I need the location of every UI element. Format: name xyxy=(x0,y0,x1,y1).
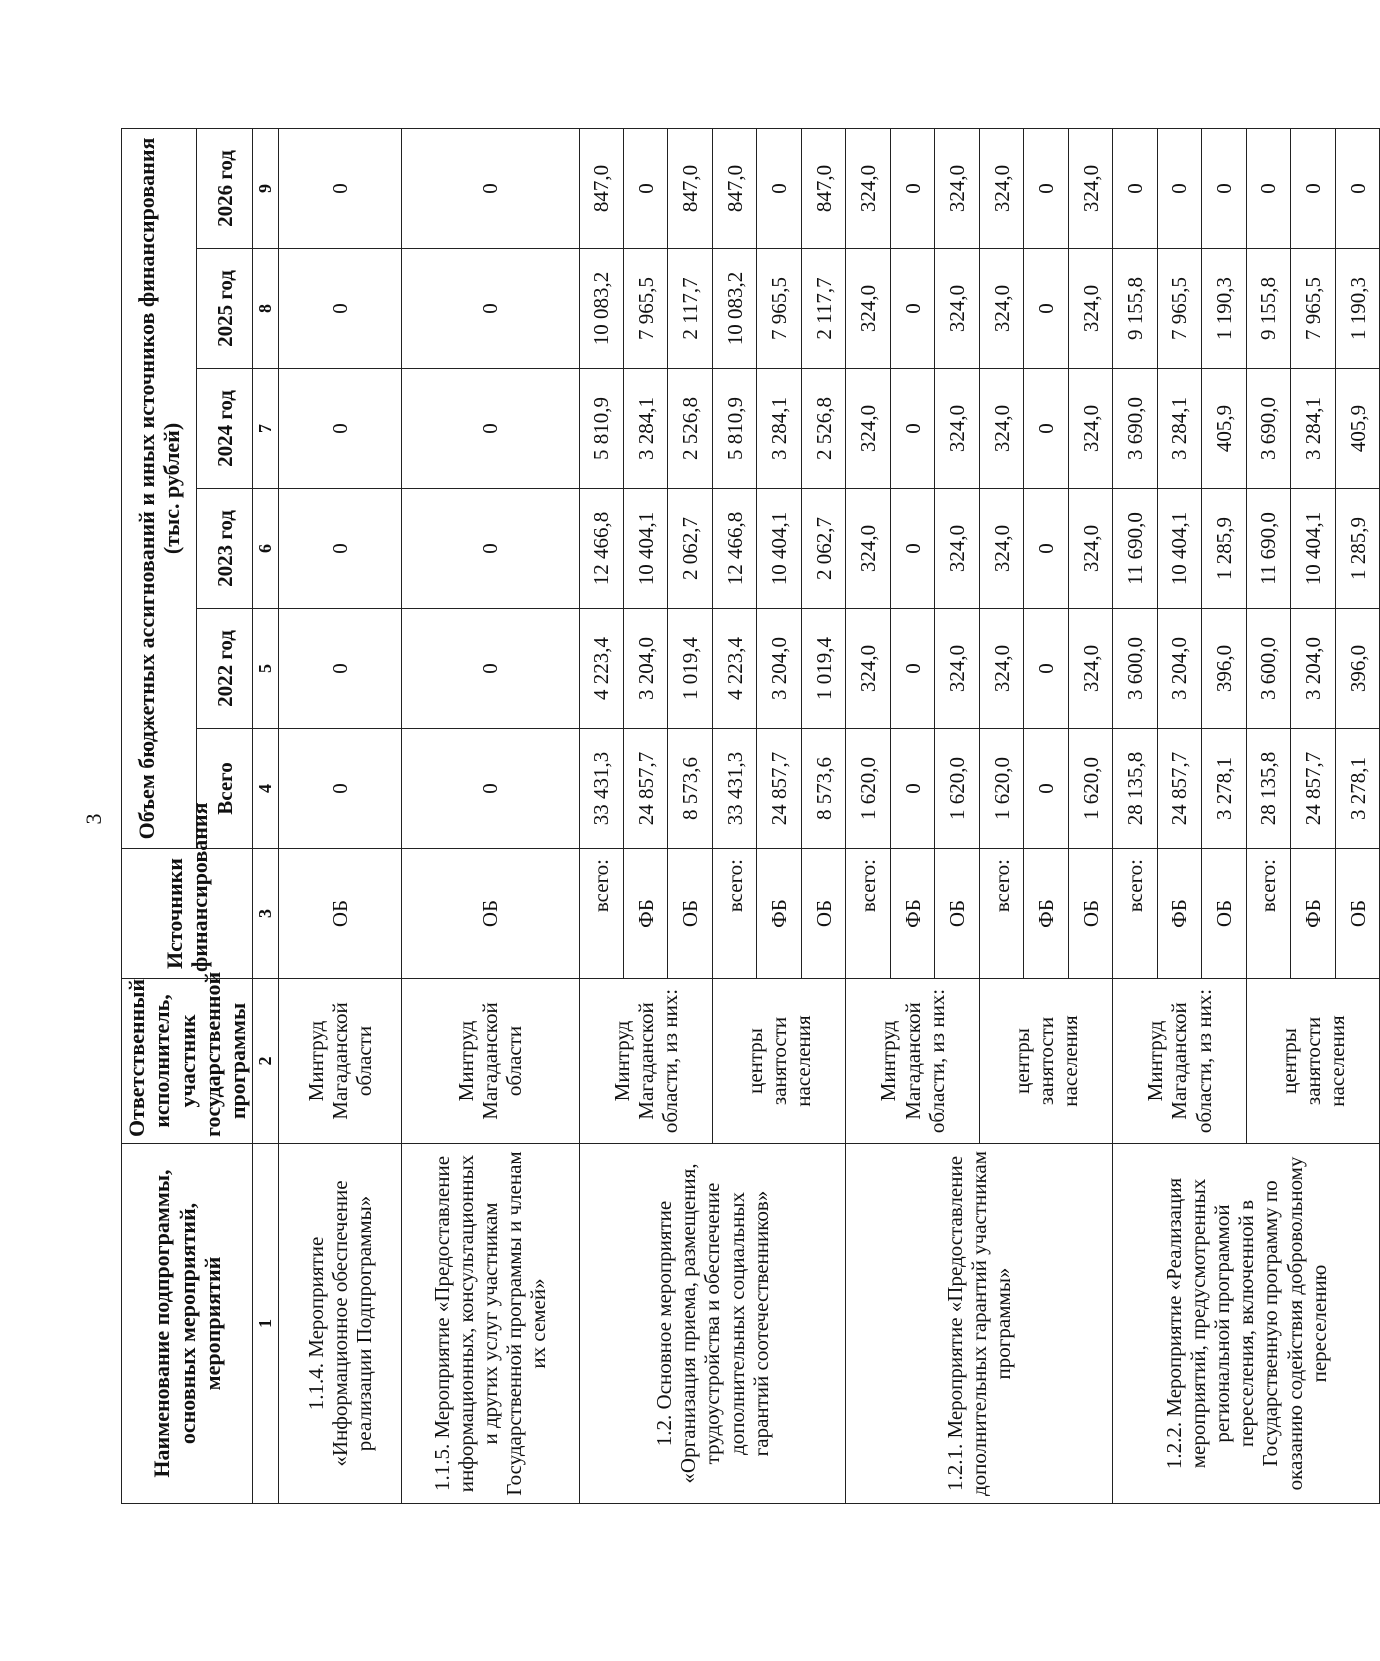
row-executor: Минтруд Магаданской области xyxy=(401,979,579,1144)
row-source: ФБ xyxy=(1024,849,1068,979)
header-year-total: Всего xyxy=(197,729,253,849)
cell-value: 324,0 xyxy=(1068,249,1112,369)
cell-value: 0 xyxy=(1024,128,1068,248)
row-source: ФБ xyxy=(757,849,801,979)
col-number: 1 xyxy=(253,1144,279,1504)
row-source: всего: xyxy=(579,849,623,979)
cell-value: 0 xyxy=(1113,128,1157,248)
cell-value: 324,0 xyxy=(846,609,890,729)
page-number: 3 xyxy=(81,813,106,825)
row-executor: Минтруд Магаданской области xyxy=(279,979,401,1144)
cell-value: 0 xyxy=(757,128,801,248)
cell-value: 3 284,1 xyxy=(624,369,668,489)
cell-value: 324,0 xyxy=(979,369,1023,489)
row-name: 1.2.2. Мероприятие «Реализация мероприятий, предусмотренных региональной программой переселения, включенной в Государственную программу по оказанию содействия добровольному переселению xyxy=(1113,1144,1380,1504)
cell-value: 10 404,1 xyxy=(757,489,801,609)
cell-value: 0 xyxy=(1157,128,1201,248)
cell-value: 2 526,8 xyxy=(801,369,845,489)
header-year-2024: 2024 год xyxy=(197,369,253,489)
cell-value: 3 204,0 xyxy=(1157,609,1201,729)
cell-value: 0 xyxy=(279,609,401,729)
cell-value: 324,0 xyxy=(1068,489,1112,609)
cell-value: 324,0 xyxy=(935,609,979,729)
cell-value: 3 278,1 xyxy=(1202,729,1246,849)
cell-value: 5 810,9 xyxy=(579,369,623,489)
row-source: всего: xyxy=(1113,849,1157,979)
row-name: 1.2. Основное мероприятие «Организация приема, размещения, трудоустройства и обеспечение дополнительных социальных гарантий соотечественников» xyxy=(579,1144,846,1504)
header-year-2025: 2025 год xyxy=(197,249,253,369)
cell-value: 0 xyxy=(401,729,579,849)
row-source: ОБ xyxy=(935,849,979,979)
cell-value: 3 278,1 xyxy=(1335,729,1380,849)
table-row xyxy=(1113,128,1157,1503)
cell-value: 3 284,1 xyxy=(1291,369,1335,489)
cell-value: 0 xyxy=(1024,609,1068,729)
col-number: 9 xyxy=(253,128,279,248)
cell-value: 3 690,0 xyxy=(1113,369,1157,489)
cell-value: 324,0 xyxy=(935,249,979,369)
cell-value: 0 xyxy=(279,249,401,369)
cell-value: 3 600,0 xyxy=(1246,609,1290,729)
row-source: ОБ xyxy=(1335,849,1380,979)
cell-value: 0 xyxy=(401,249,579,369)
cell-value: 1 620,0 xyxy=(846,729,890,849)
cell-value: 0 xyxy=(279,729,401,849)
cell-value: 0 xyxy=(401,609,579,729)
row-source: всего: xyxy=(846,849,890,979)
cell-value: 10 083,2 xyxy=(712,249,756,369)
cell-value: 12 466,8 xyxy=(712,489,756,609)
cell-value: 10 404,1 xyxy=(1291,489,1335,609)
row-name: 1.1.4. Мероприятие «Информационное обеспечение реализации Подпрограммы» xyxy=(279,1144,401,1504)
cell-value: 24 857,7 xyxy=(757,729,801,849)
cell-value: 2 062,7 xyxy=(668,489,712,609)
cell-value: 3 204,0 xyxy=(624,609,668,729)
cell-value: 1 620,0 xyxy=(979,729,1023,849)
row-source: ФБ xyxy=(624,849,668,979)
row-executor: Минтруд Магаданской области, из них: xyxy=(1113,979,1246,1144)
cell-value: 7 965,5 xyxy=(1157,249,1201,369)
cell-value: 324,0 xyxy=(846,128,890,248)
table-row xyxy=(279,128,401,1503)
col-number: 2 xyxy=(253,979,279,1144)
row-source: всего: xyxy=(979,849,1023,979)
cell-value: 405,9 xyxy=(1335,369,1380,489)
financing-table xyxy=(121,128,1380,1504)
cell-value: 9 155,8 xyxy=(1113,249,1157,369)
cell-value: 324,0 xyxy=(979,489,1023,609)
cell-value: 0 xyxy=(401,128,579,248)
cell-value: 1 285,9 xyxy=(1202,489,1246,609)
row-source: ОБ xyxy=(668,849,712,979)
cell-value: 33 431,3 xyxy=(579,729,623,849)
cell-value: 324,0 xyxy=(935,489,979,609)
cell-value: 405,9 xyxy=(1202,369,1246,489)
table-row xyxy=(579,128,623,1503)
cell-value: 396,0 xyxy=(1335,609,1380,729)
row-source: ФБ xyxy=(1291,849,1335,979)
row-executor: центры занятости населения xyxy=(979,979,1112,1144)
cell-value: 1 190,3 xyxy=(1202,249,1246,369)
cell-value: 324,0 xyxy=(1068,369,1112,489)
row-source: всего: xyxy=(1246,849,1290,979)
cell-value: 0 xyxy=(890,128,934,248)
row-source: ФБ xyxy=(1157,849,1201,979)
cell-value: 0 xyxy=(890,489,934,609)
cell-value: 1 285,9 xyxy=(1335,489,1380,609)
cell-value: 4 223,4 xyxy=(579,609,623,729)
cell-value: 1 019,4 xyxy=(668,609,712,729)
header-year-2022: 2022 год xyxy=(197,609,253,729)
cell-value: 847,0 xyxy=(668,128,712,248)
cell-value: 2 062,7 xyxy=(801,489,845,609)
cell-value: 847,0 xyxy=(579,128,623,248)
row-source: ОБ xyxy=(1202,849,1246,979)
cell-value: 9 155,8 xyxy=(1246,249,1290,369)
header-executor: Ответственный исполнитель, участник государственной программы xyxy=(122,979,253,1144)
header-year-2023: 2023 год xyxy=(197,489,253,609)
row-name: 1.1.5. Мероприятие «Предоставление информационных, консультационных и других услуг участникам Государственной программы и членам их семей» xyxy=(401,1144,579,1504)
cell-value: 324,0 xyxy=(979,609,1023,729)
cell-value: 11 690,0 xyxy=(1113,489,1157,609)
cell-value: 0 xyxy=(1024,489,1068,609)
cell-value: 10 404,1 xyxy=(1157,489,1201,609)
table-row xyxy=(401,128,579,1503)
row-source: всего: xyxy=(712,849,756,979)
row-source: ОБ xyxy=(279,849,401,979)
cell-value: 0 xyxy=(279,489,401,609)
cell-value: 324,0 xyxy=(846,249,890,369)
cell-value: 8 573,6 xyxy=(801,729,845,849)
cell-value: 324,0 xyxy=(979,128,1023,248)
cell-value: 0 xyxy=(279,369,401,489)
cell-value: 0 xyxy=(1246,128,1290,248)
cell-value: 24 857,7 xyxy=(1291,729,1335,849)
cell-value: 1 620,0 xyxy=(935,729,979,849)
row-executor: Минтруд Магаданской области, из них: xyxy=(846,979,979,1144)
cell-value: 11 690,0 xyxy=(1246,489,1290,609)
cell-value: 10 083,2 xyxy=(579,249,623,369)
cell-value: 7 965,5 xyxy=(624,249,668,369)
cell-value: 0 xyxy=(890,369,934,489)
cell-value: 2 526,8 xyxy=(668,369,712,489)
cell-value: 0 xyxy=(401,369,579,489)
col-number: 4 xyxy=(253,729,279,849)
cell-value: 3 600,0 xyxy=(1113,609,1157,729)
header-name: Наименование подпрограммы, основных мероприятий, мероприятий xyxy=(122,1144,253,1504)
cell-value: 0 xyxy=(890,729,934,849)
cell-value: 28 135,8 xyxy=(1113,729,1157,849)
row-executor: центры занятости населения xyxy=(1246,979,1380,1144)
row-executor: Минтруд Магаданской области, из них: xyxy=(579,979,712,1144)
cell-value: 5 810,9 xyxy=(712,369,756,489)
cell-value: 24 857,7 xyxy=(1157,729,1201,849)
cell-value: 324,0 xyxy=(1068,128,1112,248)
cell-value: 10 404,1 xyxy=(624,489,668,609)
cell-value: 0 xyxy=(1335,128,1380,248)
rotated-table-container xyxy=(121,129,1371,1504)
cell-value: 0 xyxy=(279,128,401,248)
cell-value: 0 xyxy=(1202,128,1246,248)
cell-value: 0 xyxy=(890,249,934,369)
cell-value: 1 019,4 xyxy=(801,609,845,729)
cell-value: 3 204,0 xyxy=(757,609,801,729)
cell-value: 847,0 xyxy=(801,128,845,248)
col-number: 6 xyxy=(253,489,279,609)
cell-value: 3 284,1 xyxy=(757,369,801,489)
cell-value: 33 431,3 xyxy=(712,729,756,849)
cell-value: 3 284,1 xyxy=(1157,369,1201,489)
cell-value: 396,0 xyxy=(1202,609,1246,729)
header-volume: Объем бюджетных ассигнований и иных источников финансирования (тыс. рублей) xyxy=(122,128,197,848)
header-sources: Источники финансирования xyxy=(122,849,253,979)
cell-value: 3 204,0 xyxy=(1291,609,1335,729)
row-source: ОБ xyxy=(401,849,579,979)
cell-value: 2 117,7 xyxy=(668,249,712,369)
cell-value: 28 135,8 xyxy=(1246,729,1290,849)
cell-value: 1 620,0 xyxy=(1068,729,1112,849)
cell-value: 324,0 xyxy=(846,369,890,489)
row-source: ОБ xyxy=(1068,849,1112,979)
cell-value: 0 xyxy=(1291,128,1335,248)
cell-value: 0 xyxy=(1024,369,1068,489)
cell-value: 7 965,5 xyxy=(757,249,801,369)
cell-value: 0 xyxy=(890,609,934,729)
cell-value: 324,0 xyxy=(846,489,890,609)
cell-value: 847,0 xyxy=(712,128,756,248)
cell-value: 0 xyxy=(624,128,668,248)
row-source: ФБ xyxy=(890,849,934,979)
cell-value: 324,0 xyxy=(979,249,1023,369)
table-row xyxy=(846,128,890,1503)
cell-value: 1 190,3 xyxy=(1335,249,1380,369)
cell-value: 0 xyxy=(1024,249,1068,369)
cell-value: 324,0 xyxy=(935,369,979,489)
cell-value: 324,0 xyxy=(1068,609,1112,729)
col-number: 3 xyxy=(253,849,279,979)
cell-value: 24 857,7 xyxy=(624,729,668,849)
row-name: 1.2.1. Мероприятие «Предоставление дополнительных гарантий участникам программы» xyxy=(846,1144,1113,1504)
cell-value: 324,0 xyxy=(935,128,979,248)
col-number: 8 xyxy=(253,249,279,369)
col-number: 7 xyxy=(253,369,279,489)
row-source: ОБ xyxy=(801,849,845,979)
cell-value: 0 xyxy=(401,489,579,609)
row-executor: центры занятости населения xyxy=(712,979,845,1144)
cell-value: 4 223,4 xyxy=(712,609,756,729)
header-year-2026: 2026 год xyxy=(197,128,253,248)
cell-value: 8 573,6 xyxy=(668,729,712,849)
cell-value: 2 117,7 xyxy=(801,249,845,369)
cell-value: 7 965,5 xyxy=(1291,249,1335,369)
cell-value: 3 690,0 xyxy=(1246,369,1290,489)
cell-value: 0 xyxy=(1024,729,1068,849)
cell-value: 12 466,8 xyxy=(579,489,623,609)
col-number: 5 xyxy=(253,609,279,729)
